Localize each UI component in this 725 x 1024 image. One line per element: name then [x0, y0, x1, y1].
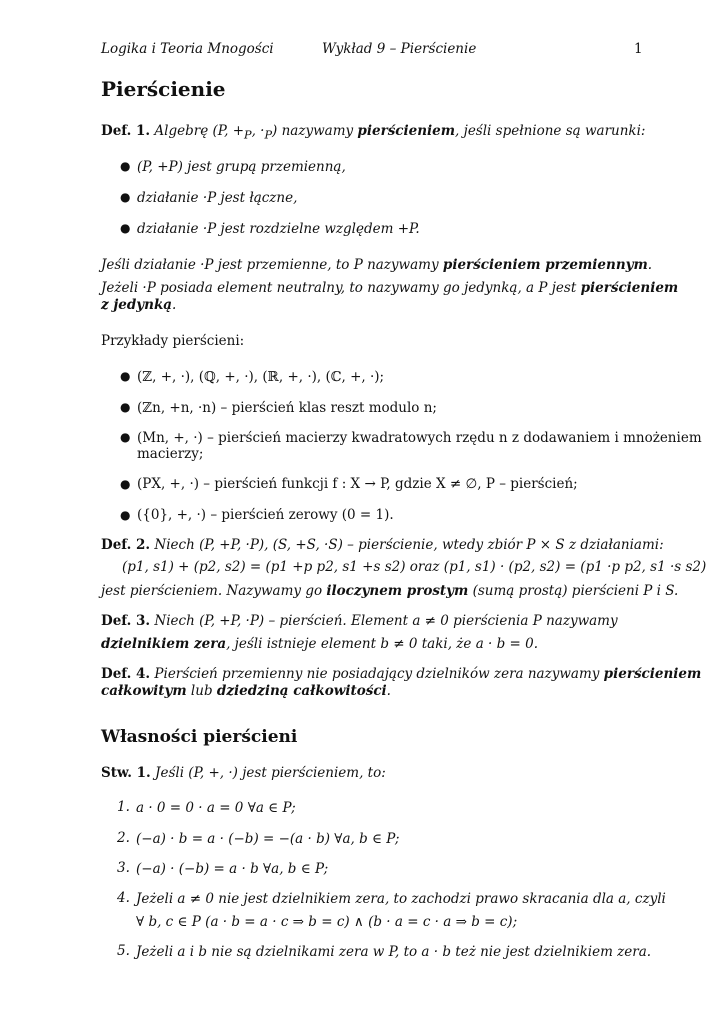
stw1-item-5: Jeżeli a i b nie są dzielnikami zera w P, to a · b też nie jest dzielnikiem zera.: [136, 944, 652, 960]
item-number: 4.: [117, 890, 130, 906]
section-heading: Własności pierścieni: [101, 727, 298, 747]
def1-bullet-3: działanie ·P jest rozdzielne względem +P.: [137, 221, 420, 237]
def1-term: pierścieniem: [357, 123, 456, 139]
example-2: (ℤn, +n, ·n) – pierścień klas reszt modulo n;: [137, 400, 437, 416]
bullet-icon: ●: [120, 477, 131, 491]
stw1-item-4-cont: ∀ b, c ∈ P (a · b = a · c ⇒ b = c) ∧ (b · a = c · a ⇒ b = c);: [136, 914, 518, 930]
example-3-cont: macierzy;: [137, 446, 204, 462]
bullet-icon: ●: [120, 221, 131, 235]
header-lecture: Wykład 9 – Pierścienie: [322, 41, 477, 57]
def1-bullet-2: działanie ·P jest łączne,: [137, 190, 298, 206]
commutative-ring-note: Jeśli działanie ·P jest przemienne, to P nazywamy pierścieniem przemiennym.: [101, 257, 653, 273]
header-course: Logika i Teoria Mnogości: [101, 41, 274, 57]
example-1: (ℤ, +, ·), (ℚ, +, ·), (ℝ, +, ·), (ℂ, +, ·);: [137, 369, 385, 385]
examples-heading: Przykłady pierścieni:: [101, 333, 245, 349]
stw1-item-1: a · 0 = 0 · a = 0 ∀a ∈ P;: [136, 800, 296, 816]
def2: Def. 2. Niech (P, +P, ·P), (S, +S, ·S) – pierścienie, wtedy zbiór P × S z działaniami:: [101, 537, 664, 553]
example-3: (Mn, +, ·) – pierścień macierzy kwadratowych rzędu n z dodawaniem i mnożeniem: [137, 430, 702, 446]
example-4: (PX, +, ·) – pierścień funkcji f : X → P, gdzie X ≠ ∅, P – pierścień;: [137, 476, 578, 492]
bullet-icon: ●: [120, 400, 131, 414]
stw1-item-2: (−a) · b = a · (−b) = −(a · b) ∀a, b ∈ P;: [136, 831, 400, 847]
bullet-icon: ●: [120, 508, 131, 522]
def3: Def. 3. Niech (P, +P, ·P) – pierścień. Element a ≠ 0 pierścienia P nazywamy: [101, 613, 618, 629]
def2-label: Def. 2.: [101, 537, 151, 553]
unit-ring-note: Jeżeli ·P posiada element neutralny, to nazywamy go jedynką, a P jest pierścieniem: [101, 280, 679, 296]
def4: Def. 4. Pierścień przemienny nie posiadający dzielników zera nazywamy pierścieniem: [101, 666, 702, 682]
def4-cont: całkowitym lub dziedziną całkowitości.: [101, 683, 391, 699]
def4-label: Def. 4.: [101, 666, 151, 682]
def2-product: jest pierścieniem. Nazywamy go iloczynem prostym (sumą prostą) pierścieni P i S.: [101, 583, 679, 599]
def3-label: Def. 3.: [101, 613, 151, 629]
def1-bullet-1: (P, +P) jest grupą przemienną,: [137, 159, 346, 175]
item-number: 2.: [117, 830, 130, 846]
stw1-item-3: (−a) · (−b) = a · b ∀a, b ∈ P;: [136, 861, 329, 877]
stw1-item-4: Jeżeli a ≠ 0 nie jest dzielnikiem zera, to zachodzi prawo skracania dla a, czyli: [136, 891, 666, 907]
bullet-icon: ●: [120, 430, 131, 444]
page-number: 1: [634, 41, 643, 57]
example-5: ({0}, +, ·) – pierścień zerowy (0 = 1).: [137, 507, 394, 523]
def1: [101, 122, 645, 145]
item-number: 5.: [117, 943, 130, 959]
page-title: Pierścienie: [101, 77, 226, 101]
def1-text: Algebrę (P, $+_P$, $\cdot_P$) nazywamy pierścieniem, jeśli spełnione są warunki:: [154, 123, 646, 142]
stw1-label: Stw. 1.: [101, 765, 151, 781]
unit-ring-note-cont: z jedynką.: [101, 297, 177, 313]
bullet-icon: ●: [120, 159, 131, 173]
def1-label: Def. 1.: [101, 123, 151, 139]
bullet-icon: ●: [120, 190, 131, 204]
item-number: 3.: [117, 860, 130, 876]
def3-cont: dzielnikiem zera, jeśli istnieje element b ≠ 0 taki, że a · b = 0.: [101, 636, 539, 652]
def2-operations: (p1, s1) + (p2, s2) = (p1 +p p2, s1 +s s2) oraz (p1, s1) · (p2, s2) = (p1 ·p p2, s1 ·s s2): [122, 559, 707, 575]
bullet-icon: ●: [120, 369, 131, 383]
stw1: Stw. 1. Jeśli (P, +, ·) jest pierścieniem, to:: [101, 765, 386, 781]
item-number: 1.: [117, 799, 130, 815]
